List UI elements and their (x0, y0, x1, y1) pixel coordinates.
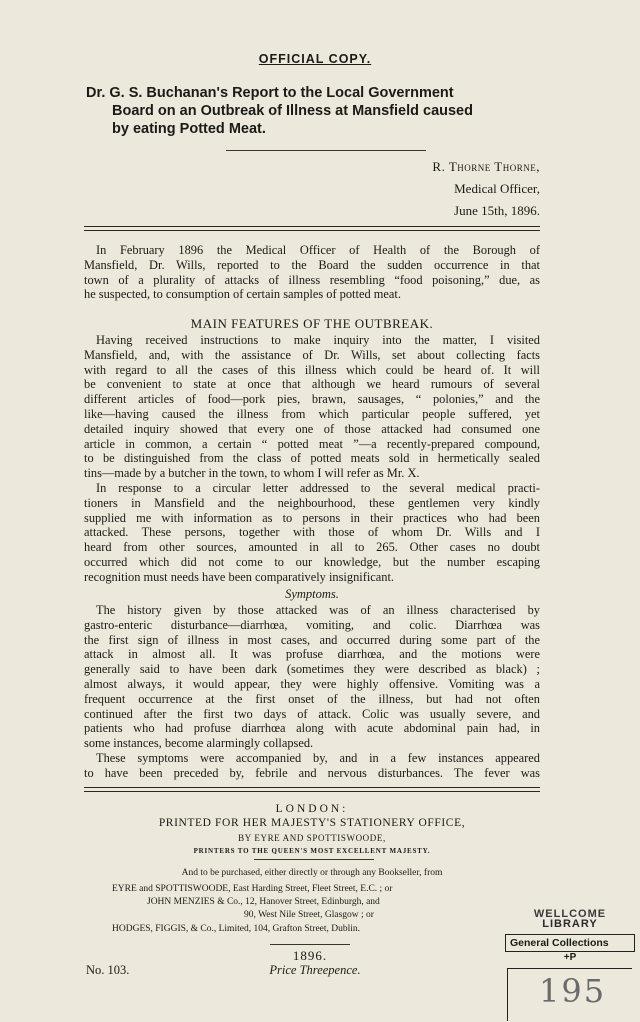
title-divider (226, 150, 426, 151)
section-divider (84, 226, 540, 231)
text-line: Mansfield, and, with the assistance of Dr. Wills, set about collecting facts (84, 347, 540, 362)
official-copy-label: OFFICIAL COPY. (258, 52, 372, 66)
text-line: the first sign of illness in most cases, and occurred during some part of the (84, 632, 540, 647)
subsection-heading: Symptoms. (285, 587, 339, 601)
text-line: heard from other sources, amounted in all to 265. Other cases no doubt (84, 540, 540, 555)
text-line: supplied me with information as to persons in their practices who had been (84, 510, 540, 525)
text-line: like—having caused the illness from which particular people suffered, yet (84, 406, 540, 421)
text-line: article in common, a certain “ potted meat ”—a recently-prepared compound, (84, 436, 540, 451)
signature-block (432, 156, 540, 222)
stamp-collection: General Collections (505, 934, 635, 952)
document-number: No. 103. (86, 963, 130, 977)
library-stamp (505, 908, 635, 1010)
stamp-library-word: LIBRARY (542, 918, 598, 930)
report-title (86, 84, 546, 138)
imprint-address: EYRE and SPOTTISWOODE, East Harding Street, Fleet Street, E.C. ; or (112, 884, 393, 894)
imprint-city: LONDON: (275, 803, 349, 815)
text-line: The history given by those attacked was of an illness characterised by (96, 603, 540, 617)
handwritten-shelf-number: 195 (539, 972, 607, 1010)
imprint-divider (84, 787, 540, 792)
imprint-printers-note: PRINTERS TO THE QUEEN'S MOST EXCELLENT MAJESTY. (193, 847, 431, 855)
imprint-rule (254, 859, 374, 860)
signature-date: June 15th, 1896. (454, 203, 540, 218)
stamp-mark: +P (563, 952, 577, 963)
imprint-printed-for: PRINTED FOR HER MAJESTY'S STATIONERY OFFICE, (158, 817, 466, 829)
text-line: In February 1896 the Medical Officer of Health of the Borough of (96, 243, 540, 257)
text-line: recognition must needs have been comparatively insignificant. (84, 569, 395, 584)
imprint-address: HODGES, FIGGIS, & Co., Limited, 104, Grafton Street, Dublin. (112, 924, 361, 934)
intro-paragraph (84, 243, 540, 302)
text-line: different articles of food—pork pies, brawn, sausages, “ polonies,” and the (84, 392, 540, 407)
text-line: tins—made by a butcher in the town, to whom I will refer as Mr. X. (84, 466, 420, 481)
signature-name: R. Thorne Thorne, (432, 159, 540, 174)
footer-rule (270, 944, 350, 945)
text-line: detailed inquiry showed that every one of those attacked had consumed one (84, 421, 540, 436)
text-line: patients who had profuse diarrhœa along with acute abdominal pain had, in (84, 721, 540, 736)
imprint-printer: BY EYRE AND SPOTTISWOODE, (238, 833, 386, 843)
text-line: attack in almost all. It was profuse diarrhœa, and the motions were (84, 647, 540, 662)
text-line: he suspected, to consumption of certain samples of potted meat. (84, 287, 401, 302)
document-price: Price Threepence. (269, 963, 361, 977)
title-line: Board on an Outbreak of Illness at Mansfield caused (112, 103, 473, 119)
signature-role: Medical Officer, (454, 181, 540, 196)
text-line: with regard to all the cases of this illness which could be heard of. It will (84, 362, 540, 377)
text-line: frequent occurrence at the first onset of the illness, but had not often (84, 691, 540, 706)
text-line: attacked. These persons, together with those of whom Dr. Wills and I (84, 525, 540, 540)
text-line: gastro-enteric disturbance—diarrhœa, vomiting, and colic. Diarrhœa was (84, 617, 540, 632)
text-line: Having received instructions to make inquiry into the matter, I visited (96, 333, 540, 347)
imprint-address: 90, West Nile Street, Glasgow ; or (244, 910, 374, 920)
imprint-purchase-note: And to be purchased, either directly or through any Bookseller, from (181, 868, 443, 878)
publication-year: 1896. (292, 948, 328, 963)
title-line: by eating Potted Meat. (112, 121, 266, 137)
text-line: tioners in Mansfield and the neighbourhood, these gentlemen very kindly (84, 495, 540, 510)
text-line: occurred which did not come to our knowledge, but the number escaping (84, 554, 540, 569)
text-line: In response to a circular letter addressed to the several medical practi- (96, 480, 540, 495)
symptoms-paragraph (84, 603, 540, 781)
text-line: to be distinguished from the class of potted meats sold in hermetically sealed (84, 451, 540, 466)
text-line: be convenient to state at once that although we heard rumours of several (84, 377, 540, 392)
text-line: These symptoms were accompanied by, and in a few instances appeared (96, 750, 540, 765)
title-line: Dr. G. S. Buchanan's Report to the Local Government (86, 85, 454, 101)
text-line: continued after the first two days of attack. Colic was usually severe, and (84, 706, 540, 721)
text-line: some instances, become alarmingly collapsed. (84, 736, 314, 751)
text-line: almost always, it would appear, they were highly offensive. Vomiting was a (84, 676, 540, 691)
main-features-paragraph (84, 333, 540, 585)
section-heading: MAIN FEATURES OF THE OUTBREAK. (190, 316, 434, 331)
text-line: Mansfield, Dr. Wills, reported to the Board the sudden occurrence in that (84, 257, 540, 272)
stamp-library-name: WELLCOME (533, 908, 607, 920)
imprint-address: JOHN MENZIES & Co., 12, Hanover Street, Edinburgh, and (147, 897, 380, 907)
text-line: generally said to have been dark (sometimes they were described as black) ; (84, 662, 540, 677)
text-line: to have been preceded by, febrile and nervous disturbances. The fever was (84, 765, 540, 780)
text-line: town of a plurality of attacks of illness resembling “food poisoning,” due, as (84, 272, 540, 287)
